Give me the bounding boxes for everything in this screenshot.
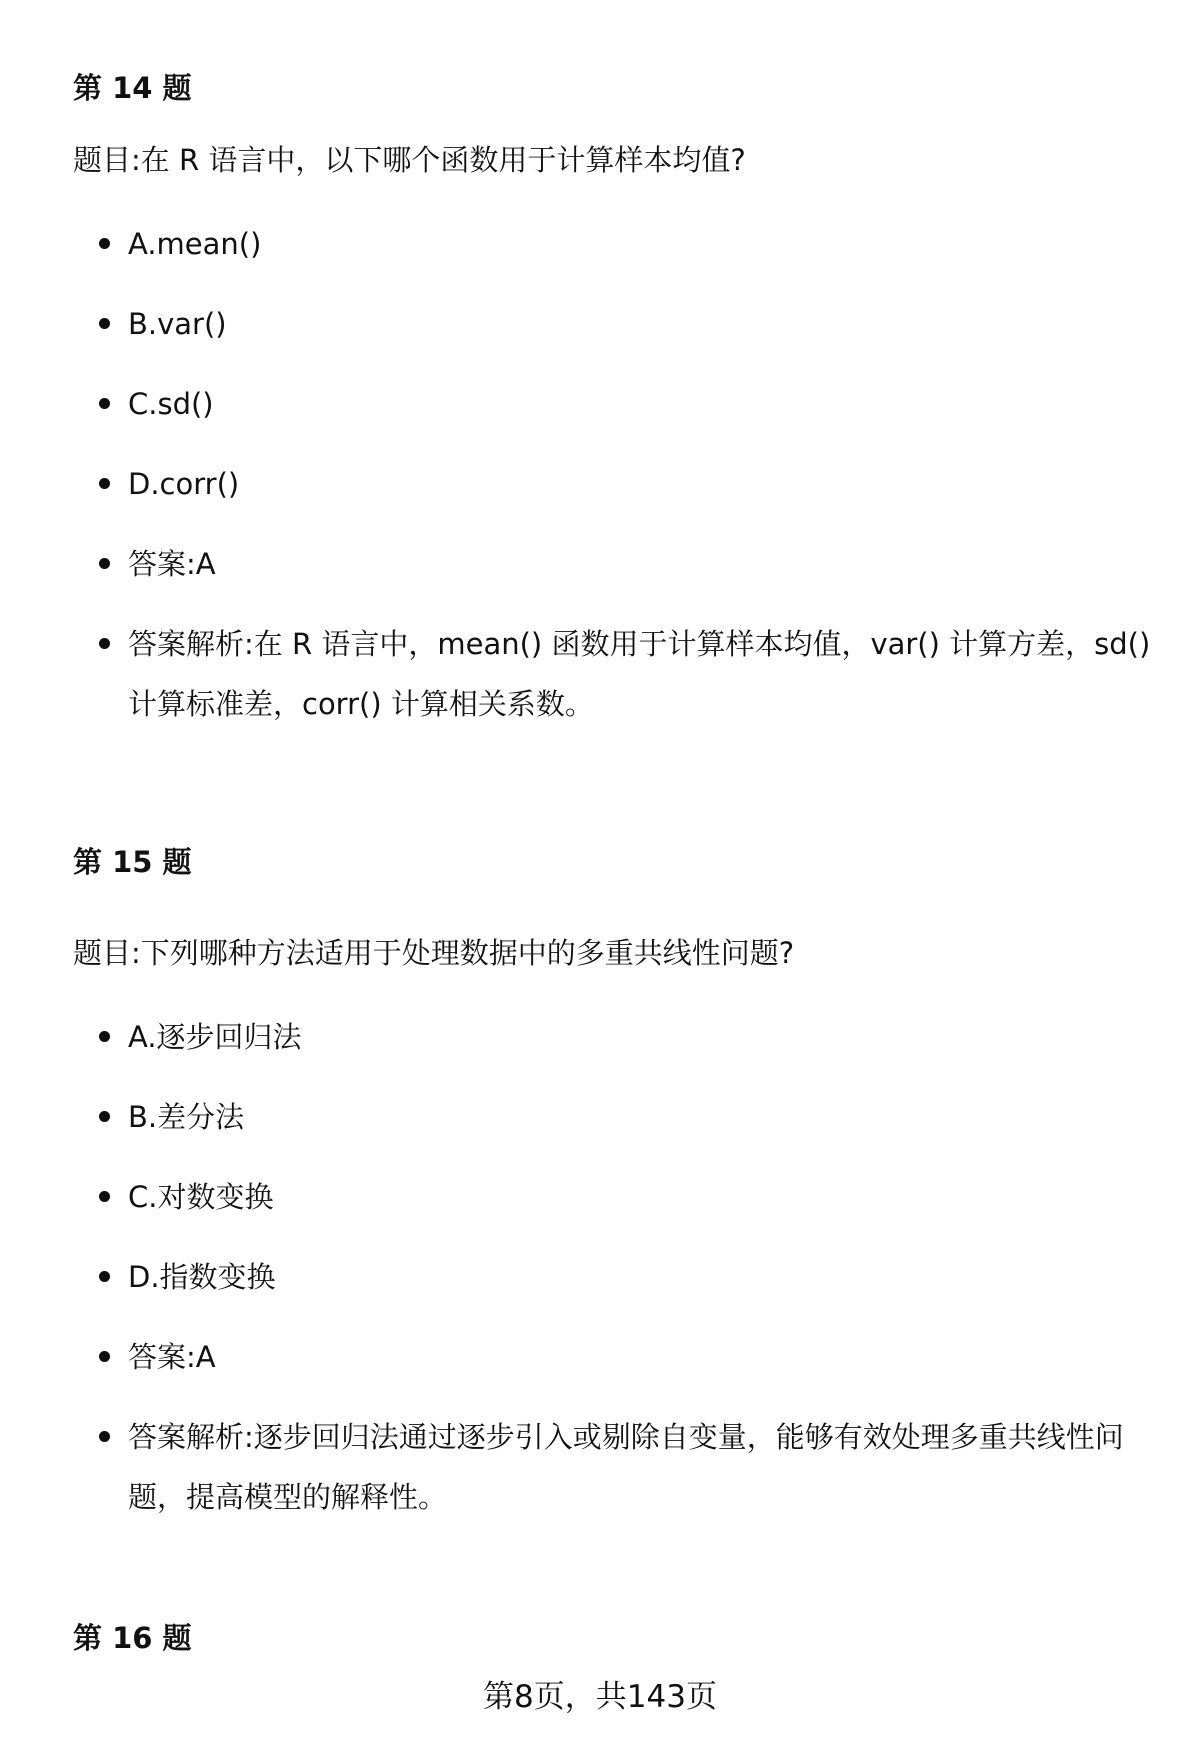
bullet-icon: [99, 238, 110, 249]
bullet-icon: [99, 1431, 110, 1442]
question-15-stem: 题目:下列哪种方法适用于处理数据中的多重共线性问题?: [73, 936, 795, 970]
option-text: D.corr(): [128, 467, 240, 501]
bullet-icon: [99, 478, 110, 489]
bullet-icon: [99, 638, 110, 649]
bullet-icon: [99, 1191, 110, 1202]
option-text: A.mean(): [128, 227, 262, 261]
answer-text: 答案:A: [128, 1340, 216, 1374]
bullet-icon: [99, 398, 110, 409]
document-page: [73, 0, 1153, 1755]
bullet-icon: [99, 1031, 110, 1042]
bullet-icon: [99, 318, 110, 329]
explanation-line-1: 答案解析:在 R 语言中，mean() 函数用于计算样本均值，var() 计算方差，sd(): [128, 627, 1151, 661]
page-indicator: 第8页，共143页: [483, 1679, 717, 1715]
option-text: B.差分法: [128, 1100, 245, 1134]
bullet-icon: [99, 1111, 110, 1122]
answer-text: 答案:A: [128, 547, 216, 581]
explanation-line-1: 答案解析:逐步回归法通过逐步引入或剔除自变量，能够有效处理多重共线性问: [128, 1420, 1124, 1454]
option-text: A.逐步回归法: [128, 1020, 302, 1054]
option-text: C.sd(): [128, 387, 214, 421]
explanation-line-2: 计算标准差，corr() 计算相关系数。: [128, 687, 594, 721]
question-14-heading: 第 14 题: [73, 71, 192, 105]
bullet-icon: [99, 1271, 110, 1282]
question-16-heading: 第 16 题: [73, 1621, 192, 1655]
bullet-icon: [99, 1351, 110, 1362]
option-text: C.对数变换: [128, 1180, 274, 1214]
explanation-line-2: 题，提高模型的解释性。: [128, 1480, 448, 1514]
option-text: B.var(): [128, 307, 227, 341]
question-15-heading: 第 15 题: [73, 845, 192, 879]
bullet-icon: [99, 558, 110, 569]
question-14-stem: 题目:在 R 语言中，以下哪个函数用于计算样本均值?: [73, 143, 746, 177]
option-text: D.指数变换: [128, 1260, 276, 1294]
